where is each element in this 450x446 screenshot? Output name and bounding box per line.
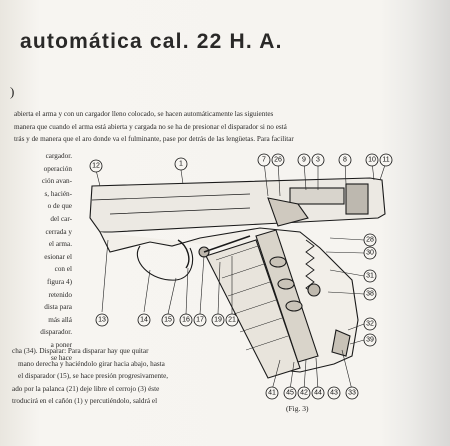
intro-line: manera que cuando el arma está abierta y cargada no se ha de presionar el disparador si no está xyxy=(14,122,287,131)
callout-44 xyxy=(312,387,324,399)
page-heading: automática cal. 22 H. A. xyxy=(20,30,283,53)
paren-mark: ) xyxy=(10,84,15,99)
callout-12 xyxy=(90,160,102,172)
intro-line: trás y de manera que el aro donde va el fulminante, pase por detrás de las lengüetas. Para facilitar xyxy=(14,135,294,144)
intro-line: abierta el arma y con un cargador lleno colocado, se hacen automáticamente las siguientes xyxy=(14,110,274,118)
column-line: s, hacién- xyxy=(44,189,72,198)
column-line: cerrada y xyxy=(45,227,72,236)
callout-45 xyxy=(284,387,296,399)
bottom-line: cha (34). Disparar: Para disparar hay que quitar xyxy=(12,347,149,355)
svg-text:9: 9 xyxy=(302,156,306,164)
callout-19 xyxy=(212,314,224,326)
callout-8 xyxy=(339,154,351,166)
figure-caption: (Fig. 3) xyxy=(286,404,309,413)
callout-11 xyxy=(380,154,392,166)
column-line: esionar el xyxy=(44,252,72,261)
svg-text:16: 16 xyxy=(182,316,190,324)
callout-15 xyxy=(162,314,174,326)
callout-42 xyxy=(298,387,310,399)
column-line: el arma. xyxy=(48,240,72,249)
callout-41 xyxy=(266,387,278,399)
callout-10 xyxy=(366,154,378,166)
svg-text:28: 28 xyxy=(366,236,374,244)
column-line: del car- xyxy=(50,214,72,223)
svg-text:33: 33 xyxy=(348,389,356,397)
svg-text:41: 41 xyxy=(268,389,276,397)
column-line: figura 4) xyxy=(47,277,72,286)
svg-text:10: 10 xyxy=(368,156,376,164)
svg-text:45: 45 xyxy=(286,389,294,397)
svg-text:43: 43 xyxy=(330,389,338,397)
callout-43 xyxy=(328,387,340,399)
svg-text:30: 30 xyxy=(366,249,374,257)
callout-16 xyxy=(180,314,192,326)
svg-text:39: 39 xyxy=(366,336,374,344)
column-line: retenido xyxy=(48,290,72,299)
callout-32 xyxy=(364,318,376,330)
column-line: se hace xyxy=(51,353,72,362)
column-line: dista para xyxy=(44,303,72,312)
callout-21 xyxy=(226,314,238,326)
svg-text:13: 13 xyxy=(98,316,106,324)
svg-text:38: 38 xyxy=(366,290,374,298)
column-line: con el xyxy=(54,265,72,274)
svg-text:44: 44 xyxy=(314,389,322,397)
svg-text:8: 8 xyxy=(343,156,347,164)
bottom-line: mano derecha y haciéndolo girar hacia abajo, hasta xyxy=(18,359,165,368)
callout-14 xyxy=(138,314,150,326)
svg-text:19: 19 xyxy=(214,316,222,324)
svg-text:3: 3 xyxy=(316,156,320,164)
callout-33 xyxy=(346,387,358,399)
svg-text:7: 7 xyxy=(262,156,266,164)
svg-text:26: 26 xyxy=(274,156,282,164)
callout-9 xyxy=(298,154,310,166)
column-line: ción avan- xyxy=(41,177,72,186)
column-line: operación xyxy=(43,164,72,173)
svg-text:17: 17 xyxy=(196,316,204,324)
bottom-line: el disparador (15), se hace presión progresivamente, xyxy=(18,372,169,381)
svg-text:15: 15 xyxy=(164,316,172,324)
svg-text:12: 12 xyxy=(92,162,100,170)
callout-1 xyxy=(175,158,187,170)
svg-text:14: 14 xyxy=(140,316,148,324)
column-line: cargador. xyxy=(45,152,72,160)
column-line: más allá xyxy=(48,315,72,324)
callout-13 xyxy=(96,314,108,326)
callout-39 xyxy=(364,334,376,346)
callout-3 xyxy=(312,154,324,166)
svg-text:31: 31 xyxy=(366,272,374,280)
bottom-line: ado por la palanca (21) deje libre el cerrojo (3) éste xyxy=(12,384,160,393)
column-line: o de que xyxy=(47,202,72,211)
callout-38 xyxy=(364,288,376,300)
svg-text:11: 11 xyxy=(382,156,390,164)
pistol-outline xyxy=(90,178,385,378)
bottom-line: troducirá en el cañón (1) y percutiéndolo, saldrá el xyxy=(12,397,158,406)
svg-text:42: 42 xyxy=(300,389,308,397)
callout-17 xyxy=(194,314,206,326)
callout-31 xyxy=(364,270,376,282)
callout-7 xyxy=(258,154,270,166)
column-line: a poner xyxy=(50,340,72,349)
svg-text:21: 21 xyxy=(228,316,236,324)
callout-28 xyxy=(364,234,376,246)
svg-text:1: 1 xyxy=(179,160,183,168)
svg-text:32: 32 xyxy=(366,320,374,328)
column-line: disparador. xyxy=(40,328,72,337)
callout-26 xyxy=(272,154,284,166)
callout-30 xyxy=(364,247,376,259)
